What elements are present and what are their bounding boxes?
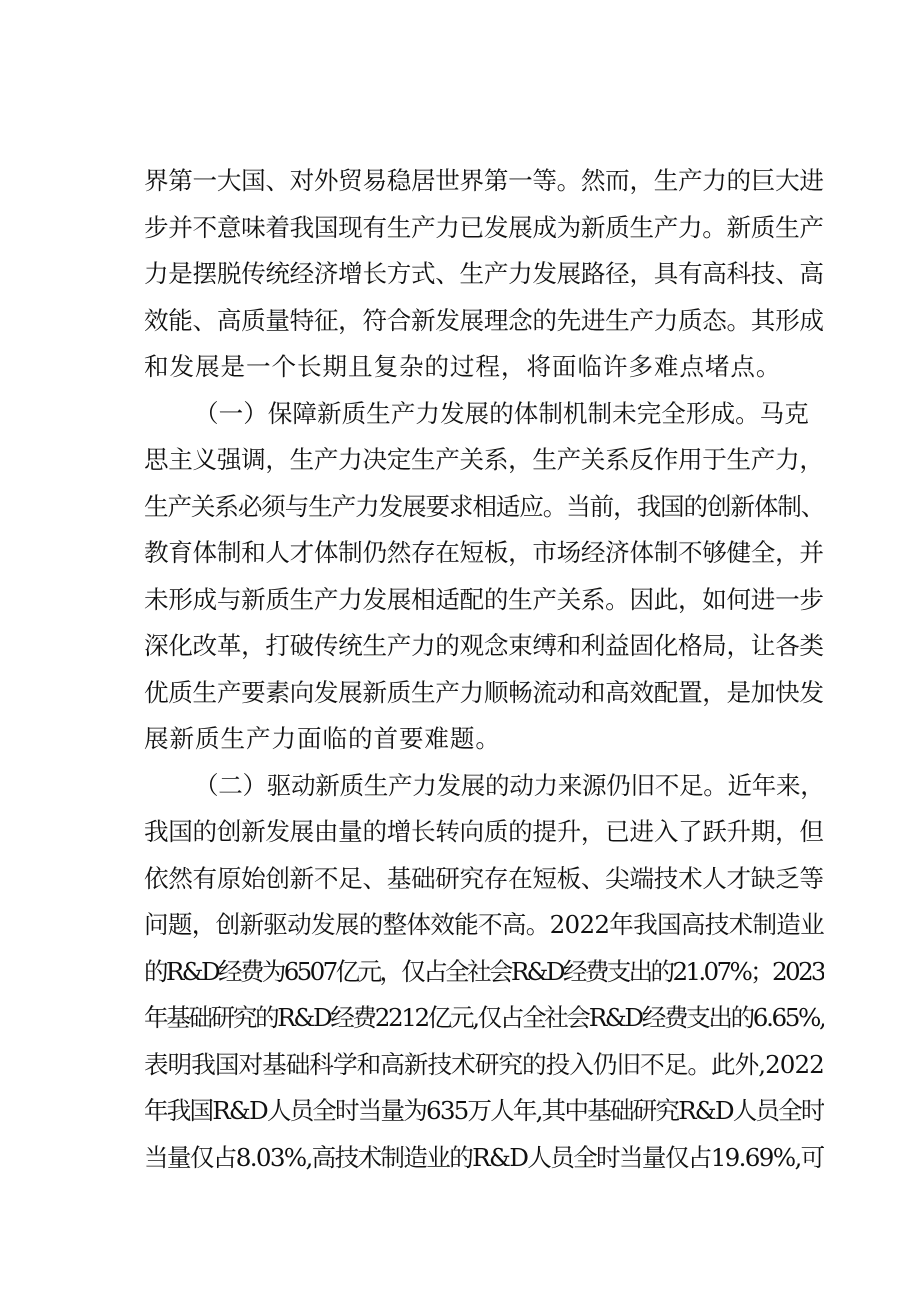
text-line: 问题，创新驱动发展的整体效能不高。2022年我国高技术制造业 (144, 910, 824, 939)
paragraph-heading-line: （二）驱动新质生产力发展的动力来源仍旧不足。近年来， (194, 770, 824, 800)
text-line: 依然有原始创新不足、基础研究存在短板、尖端技术人才缺乏等 (144, 863, 824, 893)
body-text (144, 158, 824, 1181)
paragraph-heading-line: （一）保障新质生产力发展的体制机制未完全形成。马克 (194, 398, 809, 428)
text-line: 优质生产要素向发展新质生产力顺畅流动和高效配置，是加快发 (144, 677, 824, 707)
text-line: 教育体制和人才体制仍然存在短板，市场经济体制不够健全，并 (144, 538, 824, 567)
text-line: 的R&D经费为6507亿元，仅占全社会R&D经费支出的21.07%；2023 (144, 956, 824, 986)
text-line: 力是摆脱传统经济增长方式、生产力发展路径，具有高科技、高 (144, 259, 824, 288)
text-line: 界第一大国、对外贸易稳居世界第一等。然而，生产力的巨大进 (144, 166, 824, 195)
text-line: 未形成与新质生产力发展相适配的生产关系。因此，如何进一步 (144, 584, 824, 614)
text-line: 展新质生产力面临的首要难题。 (144, 724, 501, 753)
text-line: 生产关系必须与生产力发展要求相适应。当前，我国的创新体制、 (144, 491, 824, 521)
text-line: 思主义强调，生产力决定生产关系，生产关系反作用于生产力， (144, 445, 824, 474)
text-line: 年基础研究的R&D经费2212亿元,仅占全社会R&D经费支出的6.65%, (144, 1003, 824, 1032)
text-line: 年我国R&D人员全时当量为635万人年,其中基础研究R&D人员全时 (144, 1096, 824, 1125)
text-line: 深化改革，打破传统生产力的观念束缚和利益固化格局，让各类 (144, 631, 824, 660)
text-line: 我国的创新发展由量的增长转向质的提升，已进入了跃升期，但 (144, 817, 824, 846)
text-line: 步并不意味着我国现有生产力已发展成为新质生产力。新质生产 (144, 212, 824, 242)
text-line: 和发展是一个长期且复杂的过程，将面临许多难点堵点。 (144, 352, 782, 381)
text-line: 表明我国对基础科学和高新技术研究的投入仍旧不足。此外,2022 (144, 1049, 824, 1079)
text-line: 效能、高质量特征，符合新发展理念的先进生产力质态。其形成 (144, 305, 824, 335)
text-line: 当量仅占8.03%,高技术制造业的R&D人员全时当量仅占19.69%,可 (144, 1142, 824, 1172)
